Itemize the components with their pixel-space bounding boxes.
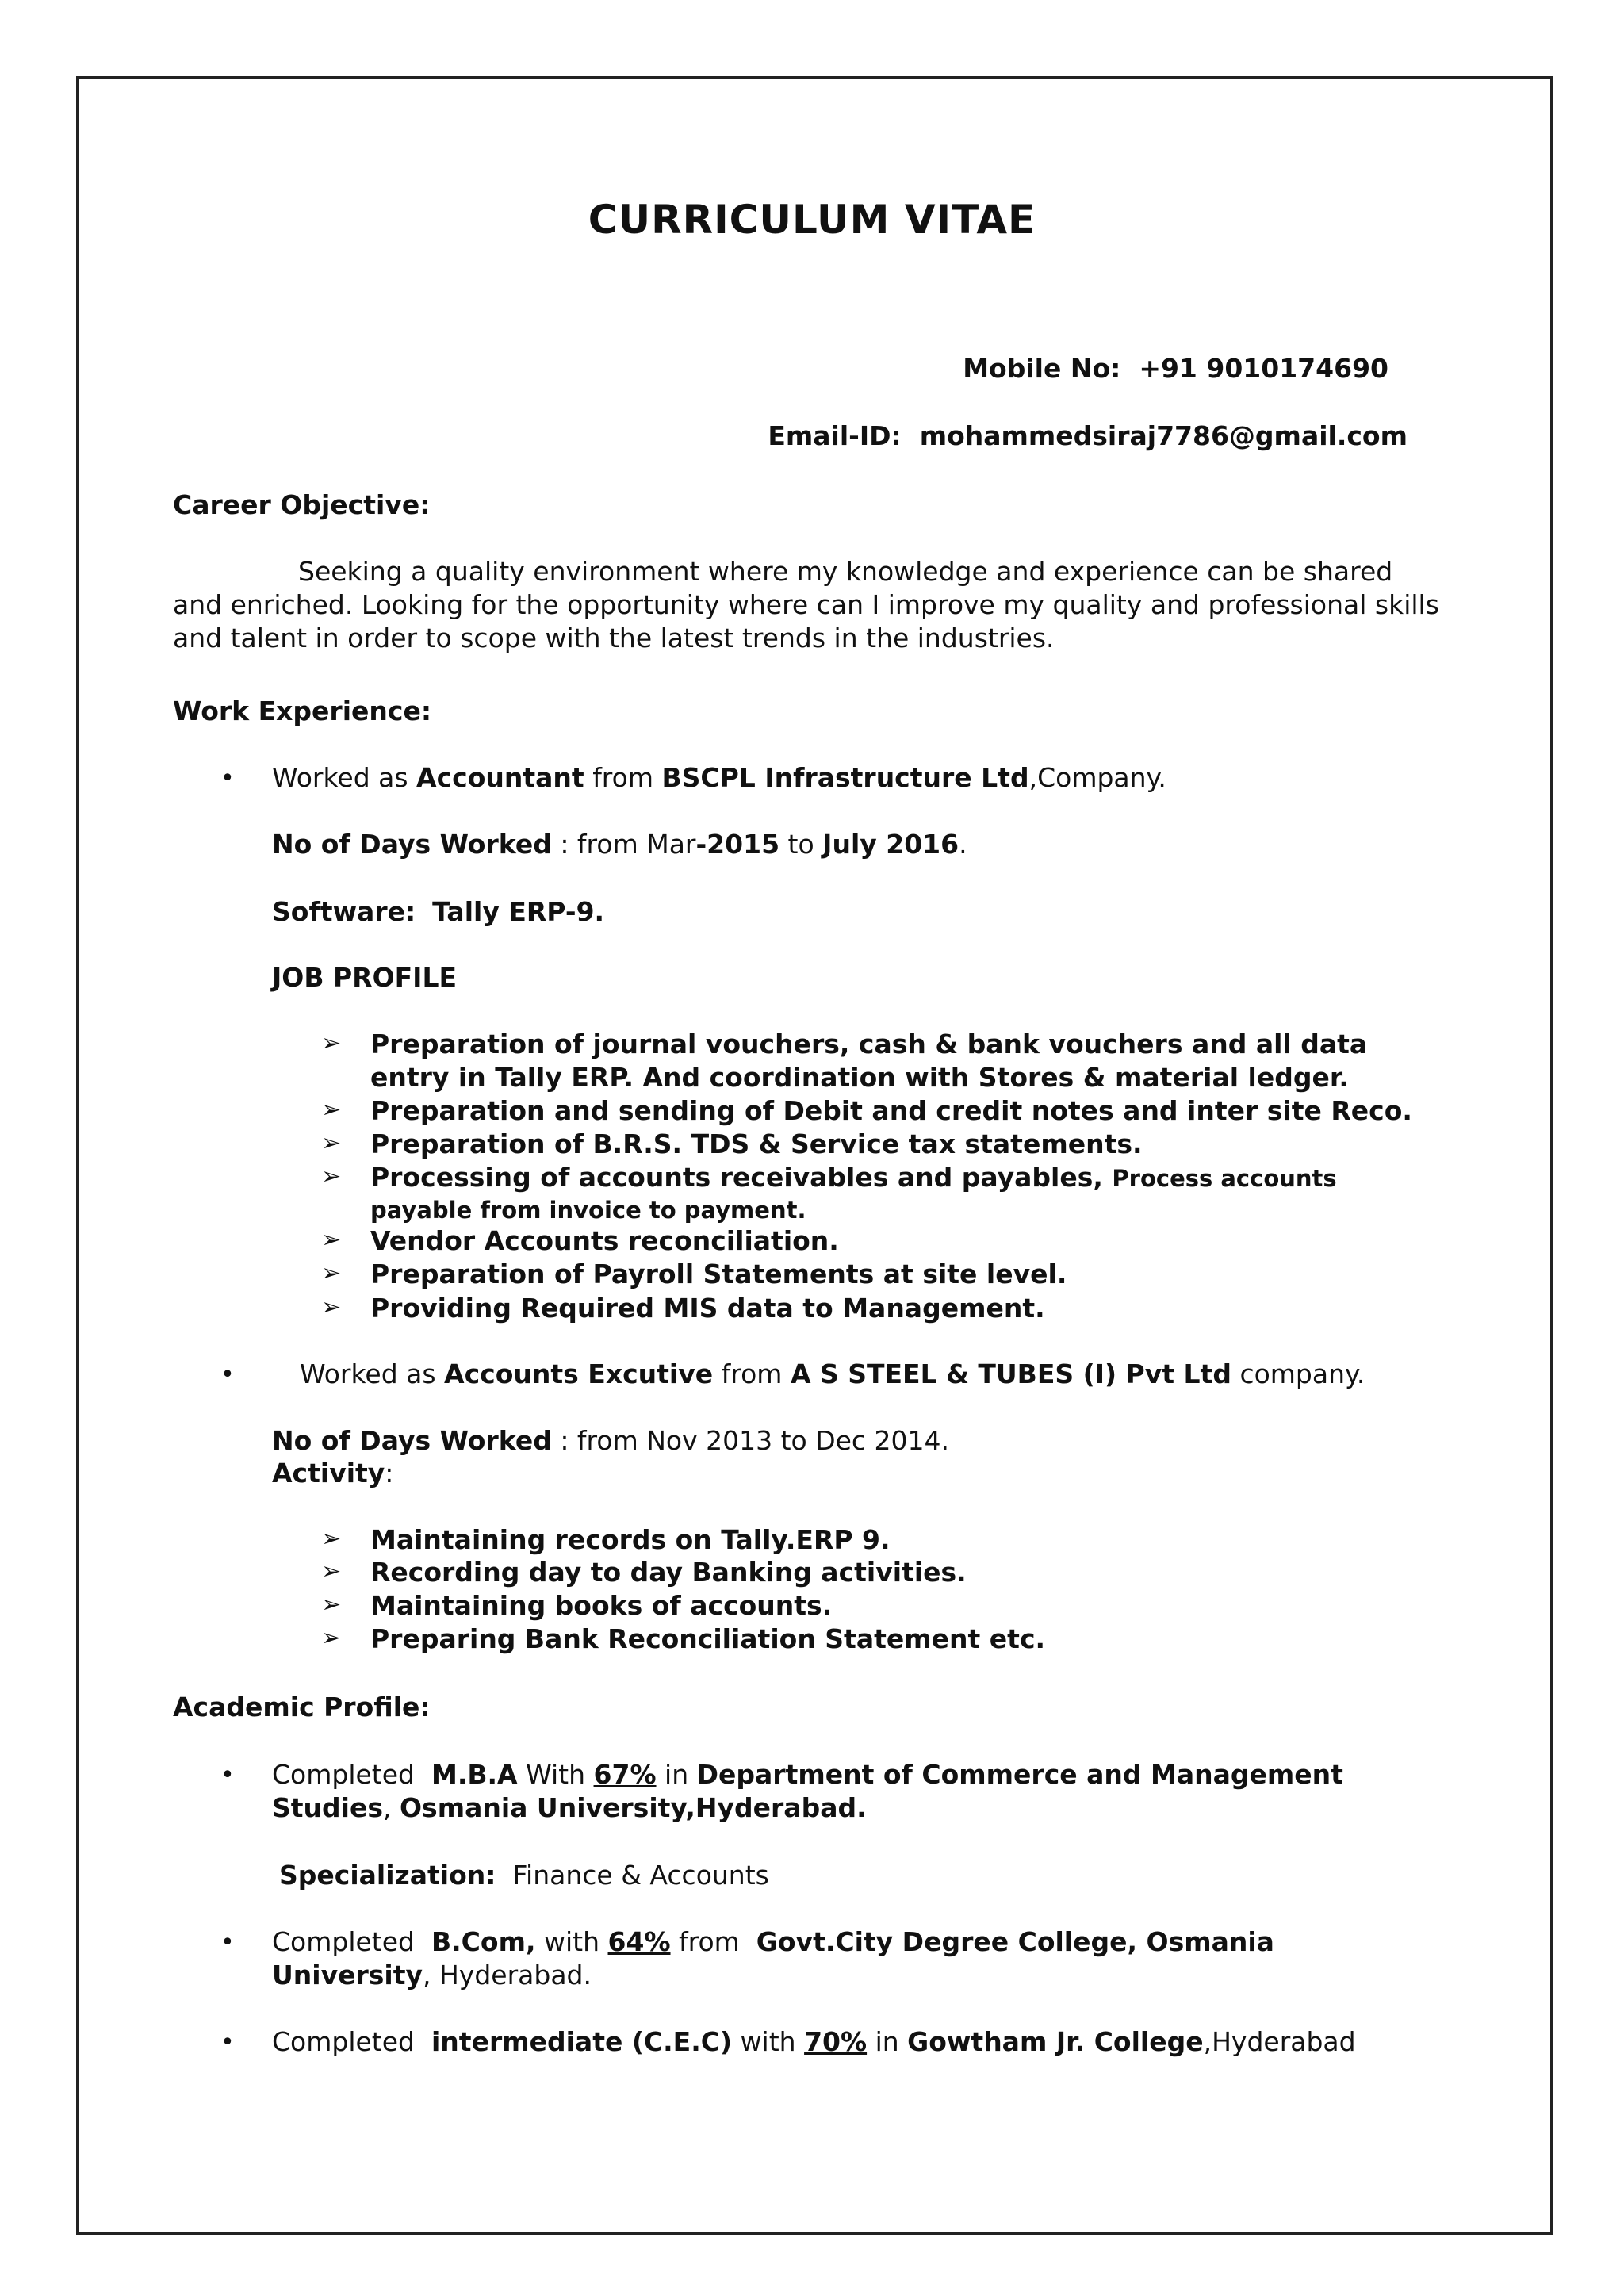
job-profile-heading: JOB PROFILE	[272, 962, 458, 993]
arrow-icon: ➢	[321, 1029, 342, 1057]
duty-item: Processing of accounts receivables and payables, Process accounts	[370, 1162, 1337, 1193]
mba-line: Completed M.B.A With 67% in Department of Commerce and Management	[272, 1759, 1343, 1790]
activity-item: Maintaining books of accounts.	[370, 1590, 833, 1621]
work-experience-heading: Work Experience:	[173, 695, 432, 726]
arrow-icon: ➢	[321, 1163, 342, 1190]
email-line	[768, 420, 1408, 451]
job1-company: BSCPL Infrastructure Ltd	[661, 762, 1029, 793]
mba-line-continued: Studies, Osmania University,Hyderabad.	[272, 1792, 867, 1823]
bullet-bcom: •	[220, 1929, 235, 1956]
arrow-icon: ➢	[321, 1591, 342, 1619]
email-label: Email-ID:	[768, 420, 902, 451]
job1-role: Accountant	[416, 762, 584, 793]
job2-activity-label: Activity:	[272, 1458, 394, 1488]
bullet-job2: •	[220, 1361, 235, 1389]
bcom-line-continued: University, Hyderabad.	[272, 1960, 592, 1990]
activity-item: Maintaining records on Tally.ERP 9.	[370, 1524, 891, 1555]
inter-line: Completed intermediate (C.E.C) with 70% in Gowtham Jr. College,Hyderabad	[272, 2026, 1356, 2057]
bcom-line: Completed B.Com, with 64% from Govt.City Degree College, Osmania	[272, 1926, 1274, 1957]
arrow-icon: ➢	[321, 1259, 342, 1287]
bullet-job1: •	[220, 764, 235, 792]
arrow-icon: ➢	[321, 1096, 342, 1124]
duty-item: Providing Required MIS data to Management.	[370, 1293, 1045, 1324]
job2-role: Accounts Excutive	[444, 1358, 714, 1389]
bullet-mba: •	[220, 1761, 235, 1789]
mba-percent: 67%	[593, 1759, 657, 1790]
specialization-line: Specialization: Finance & Accounts	[279, 1860, 769, 1891]
job2-days-line: No of Days Worked : from Nov 2013 to Dec 2014.	[272, 1425, 950, 1456]
job2-title-line: Worked as Accounts Excutive from A S STEEL & TUBES (I) Pvt Ltd company.	[300, 1358, 1365, 1389]
academic-profile-heading: Academic Profile:	[173, 1692, 431, 1722]
duty-item-continued: payable from invoice to payment.	[370, 1197, 806, 1224]
job1-days-line: No of Days Worked : from Mar-2015 to July 2016.	[272, 829, 967, 860]
email-value: mohammedsiraj7786@gmail.com	[919, 420, 1408, 451]
activity-item: Recording day to day Banking activities.	[370, 1557, 967, 1588]
duty-item: Preparation and sending of Debit and credit notes and inter site Reco.	[370, 1095, 1412, 1126]
arrow-icon: ➢	[321, 1226, 342, 1254]
arrow-icon: ➢	[321, 1624, 342, 1652]
job1-title-line: Worked as Accountant from BSCPL Infrastructure Ltd,Company.	[272, 762, 1166, 793]
mobile-value: +91 9010174690	[1139, 353, 1388, 384]
activity-item: Preparing Bank Reconciliation Statement etc.	[370, 1623, 1046, 1654]
page-title: CURRICULUM VITAE	[588, 197, 1036, 243]
arrow-icon: ➢	[321, 1557, 342, 1585]
mobile-line	[963, 353, 1388, 384]
duty-item: Preparation of Payroll Statements at site level.	[370, 1259, 1067, 1289]
inter-percent: 70%	[804, 2026, 868, 2057]
bcom-percent: 64%	[607, 1926, 671, 1957]
career-objective-text: Seeking a quality environment where my knowledge and experience can be shared and enriched. Looking for the opportunity where can I improve my quality and professional skills and talent in order to scope with the latest trends in the industries.	[173, 556, 1439, 653]
duty-item: Preparation of journal vouchers, cash & bank vouchers and all data	[370, 1029, 1368, 1059]
arrow-icon: ➢	[321, 1129, 342, 1157]
arrow-icon: ➢	[321, 1293, 342, 1321]
job1-software-line: Software: Tally ERP-9.	[272, 896, 605, 927]
bullet-inter: •	[220, 2029, 235, 2056]
mobile-label: Mobile No:	[963, 353, 1121, 384]
arrow-icon: ➢	[321, 1525, 342, 1553]
duty-item-continued: entry in Tally ERP. And coordination with Stores & material ledger.	[370, 1062, 1349, 1093]
duty-item: Vendor Accounts reconciliation.	[370, 1225, 839, 1256]
duty-item: Preparation of B.R.S. TDS & Service tax statements.	[370, 1128, 1143, 1159]
career-objective-heading: Career Objective:	[173, 489, 431, 520]
job2-company: A S STEEL & TUBES (I) Pvt Ltd	[790, 1358, 1231, 1389]
